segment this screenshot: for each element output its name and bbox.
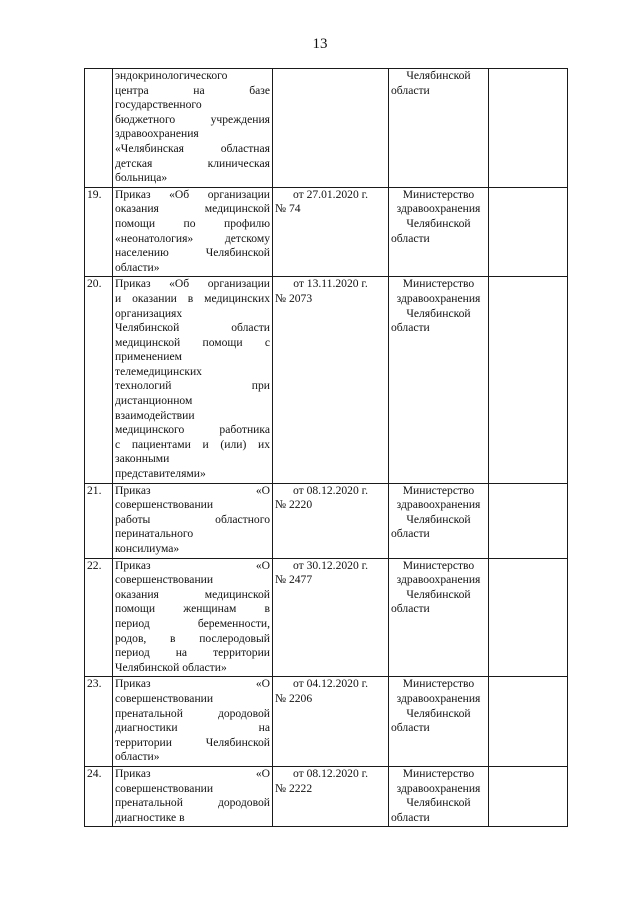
document-title-line: населению Челябинской — [115, 246, 270, 260]
document-title-cell — [113, 277, 273, 483]
document-date-cell — [273, 677, 389, 767]
document-title-line: совершенствовании — [115, 781, 214, 795]
document-date-line: № 2206 — [275, 691, 313, 705]
row-number: 23. — [87, 677, 102, 691]
document-title-line: телемедицинских — [115, 364, 202, 378]
issuing-body-line: области — [391, 810, 430, 824]
document-title-line: диагностике в — [115, 810, 185, 824]
document-title-line: «неонатология» детскому — [115, 231, 270, 245]
issuing-body-line: Министерство — [402, 558, 475, 572]
document-title-cell — [113, 558, 273, 677]
document-title-line: Приказ «О — [115, 483, 270, 497]
document-date-cell — [273, 483, 389, 558]
document-title-line: дистанционном — [115, 394, 193, 408]
row-number-cell — [85, 558, 113, 677]
row-number-cell — [85, 677, 113, 767]
table-row — [85, 766, 568, 826]
issuing-body-line: области — [391, 721, 430, 735]
document-title-line: территории Челябинской — [115, 735, 270, 749]
issuing-body-line: здравоохранения — [396, 498, 481, 512]
document-date-line: № 2222 — [275, 781, 313, 795]
issuing-body-line: Министерство — [402, 766, 475, 780]
document-title-line: здравоохранения — [115, 127, 199, 141]
document-date-cell — [273, 766, 389, 826]
document-title-line: пренатальной дородовой — [115, 706, 270, 720]
notes-cell — [489, 69, 568, 188]
document-title-cell — [113, 677, 273, 767]
document-title-cell — [113, 766, 273, 826]
notes-cell — [489, 558, 568, 677]
document-title-cell — [113, 187, 273, 277]
document-title-line: и оказании в медицинских — [115, 291, 270, 305]
table-row — [85, 187, 568, 277]
document-title-line: Челябинской области» — [115, 660, 227, 674]
document-date-line: № 2220 — [275, 498, 313, 512]
document-title-line: Приказ «Об организации — [115, 277, 270, 291]
table-row — [85, 483, 568, 558]
notes-cell — [489, 187, 568, 277]
issuing-body-line: области — [391, 231, 430, 245]
issuing-body-line: Министерство — [402, 677, 475, 691]
document-title-line: применением — [115, 350, 182, 364]
row-number: 24. — [87, 766, 102, 780]
document-title-line: совершенствовании — [115, 573, 214, 587]
row-number-cell — [85, 483, 113, 558]
document-title-line: эндокринологического — [115, 69, 228, 82]
table-row — [85, 277, 568, 483]
document-title-line: медицинской помощи с — [115, 335, 270, 349]
document-title-line: больница» — [115, 171, 168, 185]
document-date-line: № 74 — [275, 202, 301, 216]
issuing-body-line: здравоохранения — [396, 573, 481, 587]
issuing-body-cell — [389, 187, 489, 277]
issuing-body-line: Челябинской — [406, 306, 471, 320]
document-title-line: перинатального — [115, 527, 194, 541]
row-number-cell — [85, 69, 113, 188]
document-title-line: Приказ «О — [115, 558, 270, 572]
document-title-line: диагностики на — [115, 721, 270, 735]
document-title-cell — [113, 483, 273, 558]
document-date-line: от 08.12.2020 г. — [292, 766, 369, 780]
row-number-cell — [85, 187, 113, 277]
document-title-line: родов, в послеродовый — [115, 631, 270, 645]
page-number: 13 — [312, 36, 328, 52]
issuing-body-cell — [389, 69, 489, 188]
issuing-body-line: области — [391, 527, 430, 541]
document-date-line: от 04.12.2020 г. — [292, 677, 369, 691]
row-number-cell — [85, 277, 113, 483]
document-title-line: технологий при — [115, 379, 270, 393]
document-title-line: период беременности, — [115, 616, 270, 630]
row-number: 20. — [87, 277, 102, 291]
document-title-line: Приказ «Об организации — [115, 187, 270, 201]
document-title-line: с пациентами и (или) их — [115, 437, 270, 451]
issuing-body-line: Челябинской — [406, 216, 471, 230]
document-date-line: от 30.12.2020 г. — [292, 558, 369, 572]
issuing-body-cell — [389, 277, 489, 483]
document-title-line: Приказ «О — [115, 677, 270, 691]
issuing-body-line: области — [391, 321, 430, 335]
document-title-line: совершенствовании — [115, 498, 214, 512]
issuing-body-line: здравоохранения — [396, 202, 481, 216]
issuing-body-cell — [389, 558, 489, 677]
issuing-body-line: здравоохранения — [396, 691, 481, 705]
issuing-body-cell — [389, 483, 489, 558]
issuing-body-line: Челябинской — [406, 796, 471, 810]
document-date-line: № 2073 — [275, 291, 313, 305]
documents-table-body — [85, 69, 568, 827]
issuing-body-line: Челябинской — [406, 706, 471, 720]
document-title-line: законными — [115, 452, 170, 466]
issuing-body-line: Челябинской — [406, 69, 471, 82]
document-date-cell — [273, 69, 389, 188]
issuing-body-line: здравоохранения — [396, 291, 481, 305]
document-title-line: Приказ «О — [115, 766, 270, 780]
issuing-body-line: здравоохранения — [396, 781, 481, 795]
document-title-line: «Челябинская областная — [115, 141, 270, 155]
document-title-line: работы областного — [115, 512, 270, 526]
document-title-line: помощи женщинам в — [115, 602, 270, 616]
document-title-line: организациях — [115, 306, 183, 320]
document-date-cell — [273, 187, 389, 277]
issuing-body-line: Челябинской — [406, 587, 471, 601]
document-title-line: взаимодействии — [115, 408, 195, 422]
document-title-line: совершенствовании — [115, 691, 214, 705]
issuing-body-line: Министерство — [402, 187, 475, 201]
document-date-line: № 2477 — [275, 573, 313, 587]
issuing-body-line: Челябинской — [406, 512, 471, 526]
document-title-line: государственного — [115, 98, 202, 112]
document-title-line: области» — [115, 260, 160, 274]
document-title-line: оказания медицинской — [115, 587, 270, 601]
issuing-body-line: области — [391, 602, 430, 616]
document-title-line: период на территории — [115, 646, 270, 660]
issuing-body-cell — [389, 766, 489, 826]
document-title-line: области» — [115, 750, 160, 764]
table-row — [85, 677, 568, 767]
documents-table — [84, 68, 568, 827]
document-title-line: представителями» — [115, 467, 206, 481]
row-number: 19. — [87, 187, 102, 201]
row-number: 21. — [87, 483, 102, 497]
document-date-line: от 08.12.2020 г. — [292, 483, 369, 497]
notes-cell — [489, 766, 568, 826]
document-title-line: детская клиническая — [115, 156, 270, 170]
notes-cell — [489, 483, 568, 558]
document-title-line: Челябинской области — [115, 321, 270, 335]
table-row — [85, 558, 568, 677]
document-date-cell — [273, 277, 389, 483]
table-row — [85, 69, 568, 188]
document-date-cell — [273, 558, 389, 677]
document-date-line: от 13.11.2020 г. — [293, 277, 368, 291]
document-title-line: центра на базе — [115, 83, 270, 97]
row-number-cell — [85, 766, 113, 826]
document-title-line: консилиума» — [115, 542, 180, 555]
document-date-line: от 27.01.2020 г. — [292, 187, 369, 201]
document-title-line: пренатальной дородовой — [115, 796, 270, 810]
issuing-body-line: Министерство — [402, 277, 475, 291]
document-title-line: бюджетного учреждения — [115, 112, 270, 126]
notes-cell — [489, 277, 568, 483]
issuing-body-line: Министерство — [402, 483, 475, 497]
issuing-body-line: области — [391, 83, 430, 97]
document-title-cell — [113, 69, 273, 188]
document-title-line: оказания медицинской — [115, 202, 270, 216]
document-title-line: помощи по профилю — [115, 216, 270, 230]
document-title-line: медицинского работника — [115, 423, 270, 437]
issuing-body-cell — [389, 677, 489, 767]
row-number: 22. — [87, 558, 102, 572]
notes-cell — [489, 677, 568, 767]
